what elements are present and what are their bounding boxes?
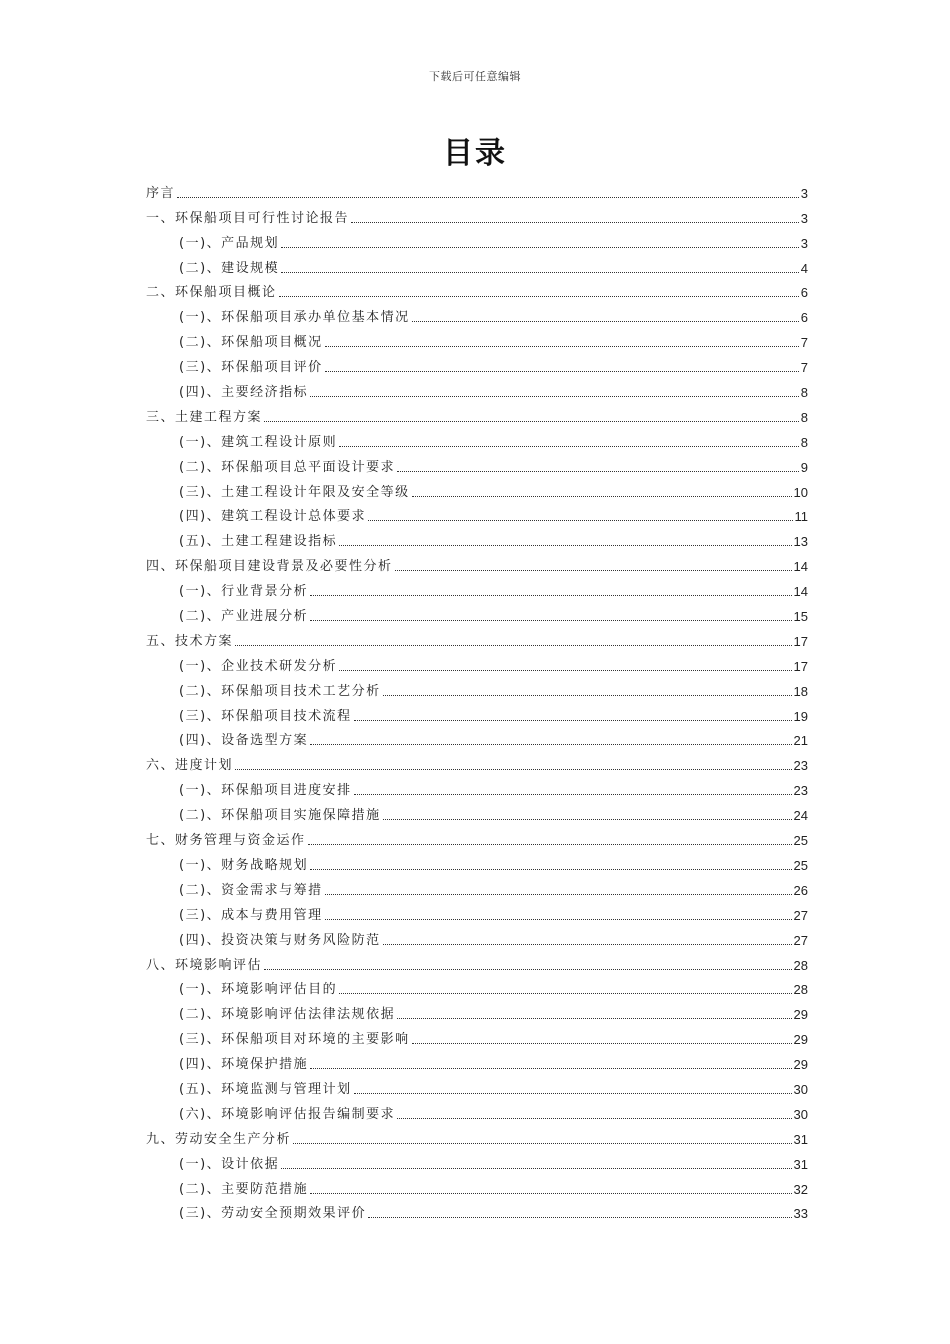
toc-dot-leader (235, 644, 792, 646)
toc-entry-page-number: 25 (793, 857, 808, 873)
toc-entry[interactable] (146, 650, 808, 675)
toc-entry[interactable] (146, 974, 808, 999)
toc-entry[interactable] (146, 749, 808, 774)
table-of-contents (146, 177, 808, 1222)
toc-entry-page-number: 19 (793, 708, 808, 724)
toc-entry-label: (五)、环境监测与管理计划 (179, 1081, 352, 1097)
toc-entry-label: 四、环保船项目建设背景及必要性分析 (146, 559, 393, 575)
toc-entry-page-number: 13 (793, 534, 808, 550)
toc-dot-leader (310, 1067, 791, 1069)
toc-entry-page-number: 8 (800, 434, 808, 450)
toc-dot-leader (310, 743, 791, 745)
toc-entry[interactable] (146, 451, 808, 476)
toc-entry-label: (二)、环境影响评估法律法规依据 (179, 1007, 396, 1023)
toc-entry-label: (一)、设计依据 (179, 1156, 280, 1172)
toc-entry[interactable] (146, 1198, 808, 1223)
toc-entry-label: (三)、环保船项目评价 (179, 360, 323, 376)
toc-entry-page-number: 24 (793, 808, 808, 824)
toc-entry[interactable] (146, 1098, 808, 1123)
toc-dot-leader (354, 1092, 792, 1094)
toc-entry[interactable] (146, 774, 808, 799)
toc-entry[interactable] (146, 899, 808, 924)
toc-entry-page-number: 29 (793, 1007, 808, 1023)
toc-entry-label: (二)、环保船项目总平面设计要求 (179, 459, 396, 475)
toc-dot-leader (264, 420, 799, 422)
toc-entry[interactable] (146, 700, 808, 725)
toc-dot-leader (325, 893, 792, 895)
toc-entry[interactable] (146, 998, 808, 1023)
toc-entry-page-number: 29 (793, 1032, 808, 1048)
toc-entry-label: (一)、企业技术研发分析 (179, 658, 338, 674)
toc-dot-leader (339, 544, 791, 546)
toc-entry-page-number: 31 (793, 1156, 808, 1172)
toc-entry[interactable] (146, 1023, 808, 1048)
toc-entry-page-number: 14 (793, 584, 808, 600)
toc-entry-page-number: 7 (800, 360, 808, 376)
toc-entry-label: (一)、环保船项目承办单位基本情况 (179, 310, 410, 326)
toc-entry-label: (二)、环保船项目实施保障措施 (179, 808, 381, 824)
toc-entry-page-number: 31 (793, 1131, 808, 1147)
toc-dot-leader (397, 1117, 791, 1119)
page-title: 目录 (443, 136, 507, 171)
toc-entry[interactable] (146, 1123, 808, 1148)
toc-entry[interactable] (146, 252, 808, 277)
toc-entry[interactable] (146, 277, 808, 302)
toc-entry-page-number: 8 (800, 385, 808, 401)
toc-entry-label: (三)、劳动安全预期效果评价 (179, 1206, 367, 1222)
toc-entry-page-number: 7 (800, 335, 808, 351)
toc-entry-page-number: 30 (793, 1106, 808, 1122)
toc-entry[interactable] (146, 949, 808, 974)
toc-entry-page-number: 8 (800, 409, 808, 425)
toc-entry-page-number: 17 (793, 658, 808, 674)
toc-entry-label: 七、财务管理与资金运作 (146, 833, 306, 849)
toc-dot-leader (308, 843, 792, 845)
toc-entry[interactable] (146, 675, 808, 700)
toc-entry[interactable] (146, 849, 808, 874)
toc-dot-leader (325, 370, 799, 372)
toc-entry[interactable] (146, 501, 808, 526)
toc-entry-page-number: 30 (793, 1081, 808, 1097)
toc-dot-leader (395, 569, 792, 571)
toc-dot-leader (293, 1142, 792, 1144)
toc-dot-leader (264, 968, 792, 970)
toc-dot-leader (368, 519, 792, 521)
toc-entry[interactable] (146, 575, 808, 600)
toc-dot-leader (412, 495, 792, 497)
toc-entry-page-number: 21 (793, 733, 808, 749)
toc-dot-leader (281, 246, 799, 248)
toc-entry-page-number: 32 (793, 1181, 808, 1197)
toc-entry-label: 八、环境影响评估 (146, 957, 263, 973)
toc-entry-page-number: 23 (793, 758, 808, 774)
toc-entry[interactable] (146, 177, 808, 202)
toc-dot-leader (354, 793, 792, 795)
toc-entry-label: (一)、产品规划 (179, 235, 280, 251)
toc-entry-page-number: 23 (793, 783, 808, 799)
toc-dot-leader (397, 470, 799, 472)
toc-entry-page-number: 9 (800, 459, 808, 475)
toc-entry-label: (三)、环保船项目对环境的主要影响 (179, 1032, 410, 1048)
toc-entry-page-number: 25 (793, 833, 808, 849)
toc-entry-label: 九、劳动安全生产分析 (146, 1131, 292, 1147)
toc-entry[interactable] (146, 525, 808, 550)
toc-dot-leader (325, 918, 792, 920)
toc-entry-page-number: 10 (793, 484, 808, 500)
toc-entry-label: (二)、建设规模 (179, 260, 280, 276)
toc-entry-page-number: 15 (793, 609, 808, 625)
toc-dot-leader (281, 1167, 791, 1169)
toc-dot-leader (177, 196, 799, 198)
toc-entry-label: 二、环保船项目概论 (146, 285, 277, 301)
toc-dot-leader (412, 1042, 792, 1044)
toc-entry-label: (二)、资金需求与筹措 (179, 882, 323, 898)
toc-dot-leader (383, 694, 792, 696)
toc-entry-page-number: 3 (800, 235, 808, 251)
toc-entry-page-number: 27 (793, 932, 808, 948)
toc-entry-label: (四)、投资决策与财务风险防范 (179, 932, 381, 948)
toc-entry-label: 五、技术方案 (146, 633, 234, 649)
toc-dot-leader (310, 619, 791, 621)
toc-entry[interactable] (146, 874, 808, 899)
toc-entry-page-number: 6 (800, 285, 808, 301)
toc-entry[interactable] (146, 401, 808, 426)
toc-entry-label: (一)、建筑工程设计原则 (179, 434, 338, 450)
toc-dot-leader (351, 221, 799, 223)
toc-entry-label: 一、环保船项目可行性讨论报告 (146, 210, 350, 226)
toc-entry-label: (四)、环境保护措施 (179, 1057, 309, 1073)
toc-entry-page-number: 27 (793, 907, 808, 923)
toc-entry-page-number: 4 (800, 260, 808, 276)
toc-entry-page-number: 18 (793, 683, 808, 699)
toc-entry-page-number: 17 (793, 633, 808, 649)
toc-entry-label: (二)、环保船项目技术工艺分析 (179, 683, 381, 699)
toc-entry-page-number: 6 (800, 310, 808, 326)
toc-entry[interactable] (146, 476, 808, 501)
toc-entry-label: 六、进度计划 (146, 758, 234, 774)
header-note: 下载后可任意编辑 (429, 70, 521, 83)
toc-dot-leader (325, 345, 799, 347)
toc-dot-leader (235, 768, 792, 770)
toc-entry-label: (二)、产业进展分析 (179, 609, 309, 625)
toc-entry-label: (六)、环境影响评估报告编制要求 (179, 1106, 396, 1122)
toc-entry-label: (四)、建筑工程设计总体要求 (179, 509, 367, 525)
toc-entry-page-number: 3 (800, 185, 808, 201)
toc-dot-leader (310, 868, 791, 870)
toc-dot-leader (310, 395, 799, 397)
toc-entry-label: (一)、财务战略规划 (179, 857, 309, 873)
toc-entry[interactable] (146, 799, 808, 824)
toc-entry[interactable] (146, 725, 808, 750)
toc-dot-leader (412, 320, 799, 322)
toc-entry-page-number: 3 (800, 210, 808, 226)
toc-entry[interactable] (146, 824, 808, 849)
toc-entry[interactable] (146, 301, 808, 326)
toc-dot-leader (354, 719, 792, 721)
toc-entry-label: (二)、环保船项目概况 (179, 335, 323, 351)
toc-entry[interactable] (146, 1048, 808, 1073)
toc-entry[interactable] (146, 376, 808, 401)
toc-entry-label: (五)、土建工程建设指标 (179, 534, 338, 550)
toc-entry-label: (四)、主要经济指标 (179, 385, 309, 401)
toc-entry-label: (三)、土建工程设计年限及安全等级 (179, 484, 410, 500)
toc-dot-leader (397, 1017, 791, 1019)
toc-dot-leader (339, 669, 791, 671)
toc-entry[interactable] (146, 550, 808, 575)
toc-entry-label: (三)、成本与费用管理 (179, 907, 323, 923)
toc-dot-leader (383, 943, 792, 945)
toc-entry-label: (一)、行业背景分析 (179, 584, 309, 600)
toc-entry-page-number: 33 (793, 1206, 808, 1222)
toc-entry-label: 序言 (146, 185, 176, 201)
toc-entry-page-number: 29 (793, 1057, 808, 1073)
toc-entry[interactable] (146, 326, 808, 351)
toc-entry-label: (二)、主要防范措施 (179, 1181, 309, 1197)
toc-dot-leader (279, 295, 799, 297)
toc-entry[interactable] (146, 600, 808, 625)
toc-entry-page-number: 28 (793, 982, 808, 998)
toc-dot-leader (310, 594, 791, 596)
toc-entry-label: (三)、环保船项目技术流程 (179, 708, 352, 724)
toc-entry-page-number: 14 (793, 559, 808, 575)
toc-entry-page-number: 26 (793, 882, 808, 898)
toc-dot-leader (339, 992, 791, 994)
toc-entry[interactable] (146, 351, 808, 376)
toc-entry[interactable] (146, 1148, 808, 1173)
toc-entry-page-number: 28 (793, 957, 808, 973)
toc-entry-label: (一)、环境影响评估目的 (179, 982, 338, 998)
toc-entry[interactable] (146, 227, 808, 252)
toc-dot-leader (281, 271, 799, 273)
toc-entry[interactable] (146, 1173, 808, 1198)
toc-entry-label: (四)、设备选型方案 (179, 733, 309, 749)
toc-entry[interactable] (146, 625, 808, 650)
toc-entry[interactable] (146, 924, 808, 949)
toc-entry[interactable] (146, 1073, 808, 1098)
toc-dot-leader (368, 1216, 791, 1218)
toc-entry[interactable] (146, 202, 808, 227)
toc-dot-leader (339, 445, 799, 447)
toc-entry-page-number: 11 (794, 509, 808, 525)
toc-entry[interactable] (146, 426, 808, 451)
toc-dot-leader (383, 818, 792, 820)
toc-dot-leader (310, 1192, 791, 1194)
toc-entry-label: (一)、环保船项目进度安排 (179, 783, 352, 799)
toc-entry-label: 三、土建工程方案 (146, 409, 263, 425)
